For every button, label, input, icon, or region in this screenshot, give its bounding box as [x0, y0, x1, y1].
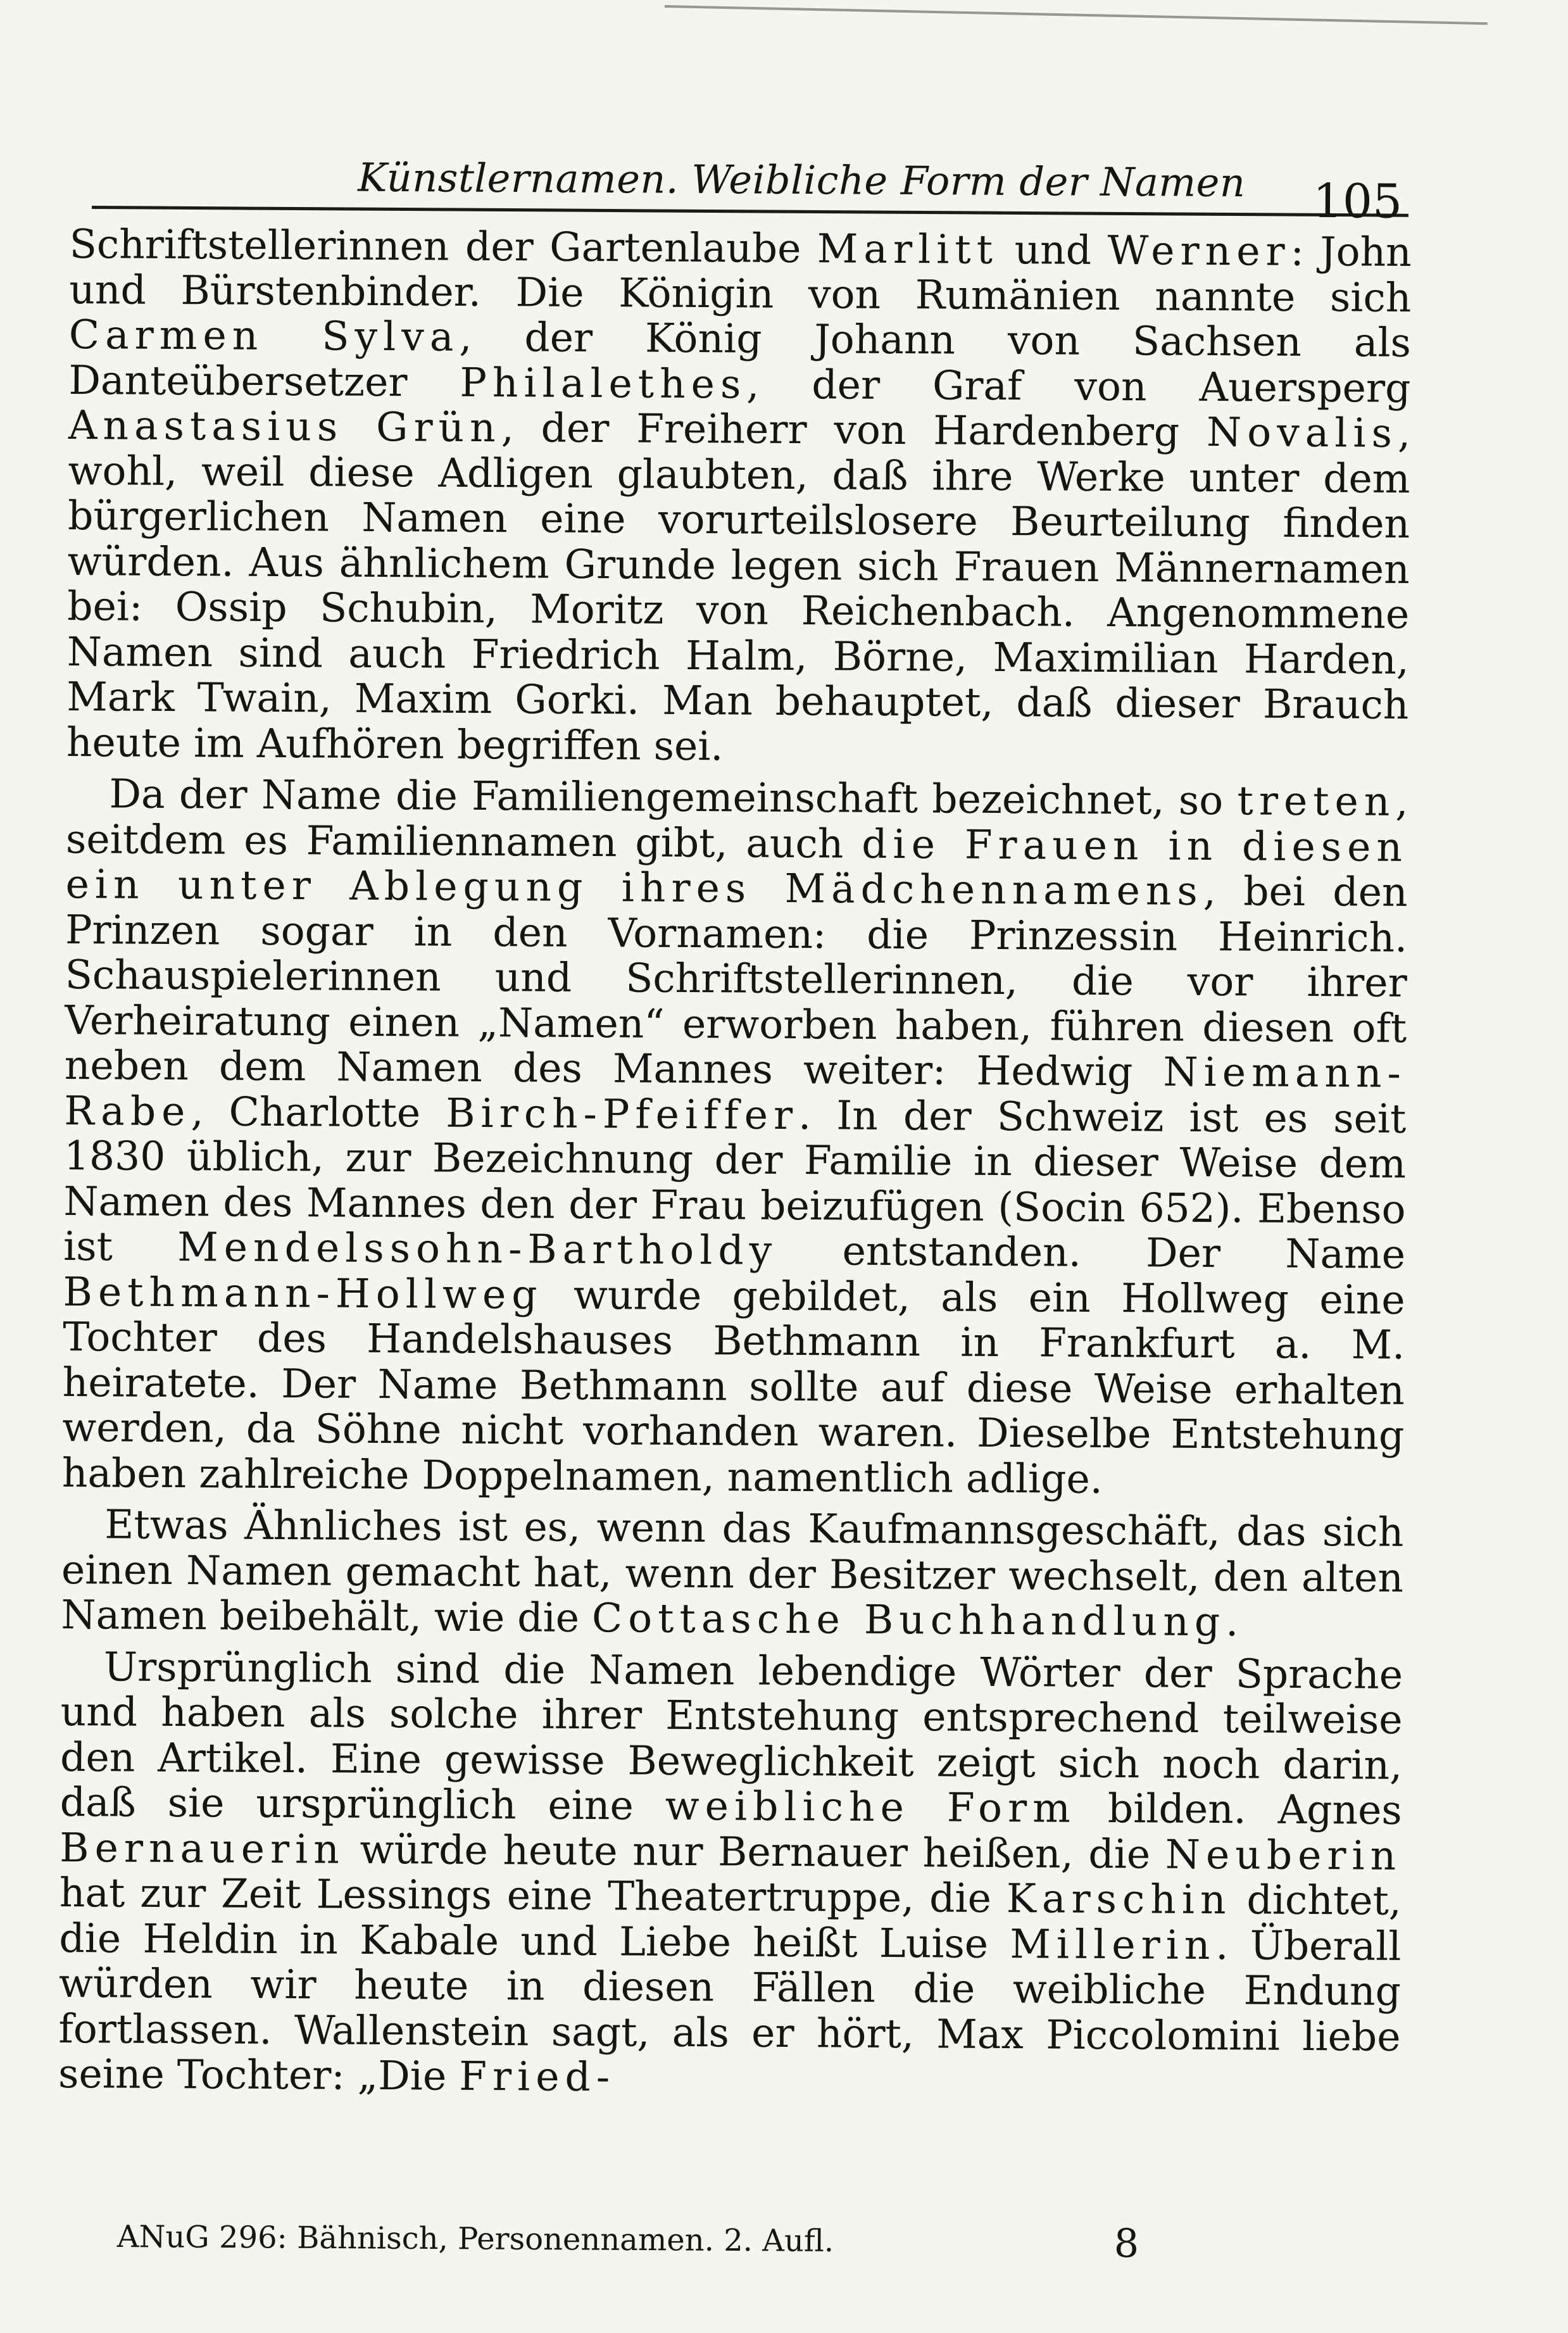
text-run: .: [1226, 1599, 1239, 1645]
body-text: [58, 222, 1412, 2104]
text-run: , der Freiherr von Hardenberg: [501, 405, 1207, 455]
text-run: , seitdem es Familiennamen gibt, auch: [65, 778, 1408, 867]
text-run: , der Graf von Auersperg: [746, 361, 1411, 412]
text-run: , wohl, weil diese Adligen glaubten, daß ihre Werke unter dem bürgerlichen Namen eine vorurteilslosere Beurteilung finden würden. Aus ähnlichem Grunde legen sich Frauen Männernamen bei: Ossip Schubin, Moritz von Reichenbach. Angenommene Namen sind auch Friedrich Halm, Börne, Maximilian Harden, Mark Twain, Maxim Gorki. Man behauptet, daß dieser Brauch heute im Aufhören begriffen sei.: [66, 410, 1411, 769]
text-run: , bei den Prinzen sogar in den Vornamen: die Prinzessin Heinrich. Schauspielerinnen und Schriftstellerinnen, die vor ihrer Verheiratung einen „Namen“ erworben haben, führen diesen oft neben dem Namen des Mannes weiter: Hedwig: [64, 867, 1408, 1095]
text-run: , Charlotte: [191, 1088, 446, 1136]
text-run: Ursprünglich sind die Namen lebendige Wörter der Sprache und haben als solche ihrer Entstehung entsprechend teilweise den Artikel. Eine gewisse Beweglichkeit zeigt sich noch darin, daß sie ursprünglich eine: [60, 1643, 1403, 1829]
running-head: Künstlernamen. Weibliche Form der Namen: [358, 154, 1246, 206]
spaced-emphasis: Carmen Sylva: [68, 311, 460, 360]
spaced-emphasis: Birch-Pfeiffer: [446, 1090, 799, 1138]
spaced-emphasis: Anastasius Grün: [68, 401, 501, 451]
spaced-emphasis: Bernauerin: [60, 1824, 346, 1873]
spaced-emphasis: Novalis: [1206, 408, 1398, 456]
text-run: und: [998, 226, 1108, 274]
text-run: dichtet, die Heldin in Kabale und Liebe heißt Luise: [59, 1877, 1402, 1967]
text-run: Da der Name die Familiengemeinschaft bezeichnet, so: [109, 770, 1238, 824]
text-run: . In der Schweiz ist es seit 1830 üblich, zur Bezeichnung der Familie in dieser Weise dem Namen des Mannes den der Frau beizufügen (Socin 652). Ebenso ist: [63, 1091, 1407, 1271]
text-run: entstanden. Der Name: [777, 1227, 1406, 1278]
paragraph-1: [66, 222, 1412, 773]
paragraph-3: [61, 1502, 1403, 1645]
page-number: 105: [1312, 173, 1403, 229]
paragraph-2: [62, 771, 1408, 1504]
paragraph-4: [58, 1644, 1403, 2104]
text-run: hat zur Zeit Lessings eine Theatertruppe, die: [59, 1869, 1007, 1922]
page-header: [92, 149, 1409, 229]
text-run: Schriftstellerinnen der Gartenlaube: [69, 221, 818, 272]
spaced-emphasis: Werner: [1107, 227, 1291, 275]
text-run: , der König Johann von Sachsen als Danteübersetzer: [68, 313, 1412, 406]
spaced-emphasis: weibliche Form: [665, 1782, 1077, 1832]
spaced-emphasis: treten: [1237, 777, 1396, 825]
top-edge-rule: [665, 5, 1488, 25]
spaced-emphasis: Cottasche Buchhandlung: [591, 1595, 1226, 1645]
spaced-emphasis: Mendelssohn-Bartholdy: [177, 1224, 778, 1274]
spaced-emphasis: Philalethes: [460, 359, 747, 408]
page-footer: [117, 2219, 1193, 2276]
spaced-emphasis: Millerin: [1010, 1920, 1216, 1968]
spaced-emphasis: die Frauen in diesen ein unter Ablegung ihres Mädchennamens: [65, 821, 1408, 914]
text-run: bilden. Agnes: [1076, 1785, 1402, 1833]
spaced-emphasis: Bethmann-Hollweg: [63, 1268, 543, 1318]
text-run: . Überall würden wir heute in diesen Fällen die weibliche Endung fortlassen. Wallenstein sagt, als er hört, Max Piccolomini liebe seine Tochter: „Die: [58, 1921, 1402, 2099]
spaced-emphasis: Marlitt: [817, 225, 999, 273]
text-run: würde heute nur Bernauer heißen, die: [344, 1826, 1166, 1878]
spaced-emphasis: Neuberin: [1165, 1831, 1402, 1879]
signature-mark: 8: [1113, 2220, 1139, 2267]
spaced-emphasis: Karschin: [1006, 1875, 1232, 1923]
spaced-emphasis: Fried-: [459, 2053, 616, 2101]
text-run: Etwas Ähnliches ist es, wenn das Kaufmannsgeschäft, das sich einen Namen gemacht hat, wenn der Besitzer wechselt, den alten Namen beibehält, wie die: [61, 1501, 1404, 1642]
spaced-emphasis: Niemann-Rabe: [64, 1048, 1407, 1135]
footer-citation: ANuG 296: Bähnisch, Personennamen. 2. Aufl.: [116, 2219, 834, 2259]
text-run: : John und Bürstenbinder. Die Königin von Rumänien nannte sich: [69, 228, 1412, 321]
text-run: wurde gebildet, als ein Hollweg eine Tochter des Handelshauses Bethmann in Frankfurt a. M. heiratete. Der Name Bethmann sollte auf diese Weise erhalten werden, da Söhne nicht vorhanden waren. Dieselbe Entstehung haben zahlreiche Doppelnamen, namentlich adlige.: [61, 1271, 1405, 1502]
